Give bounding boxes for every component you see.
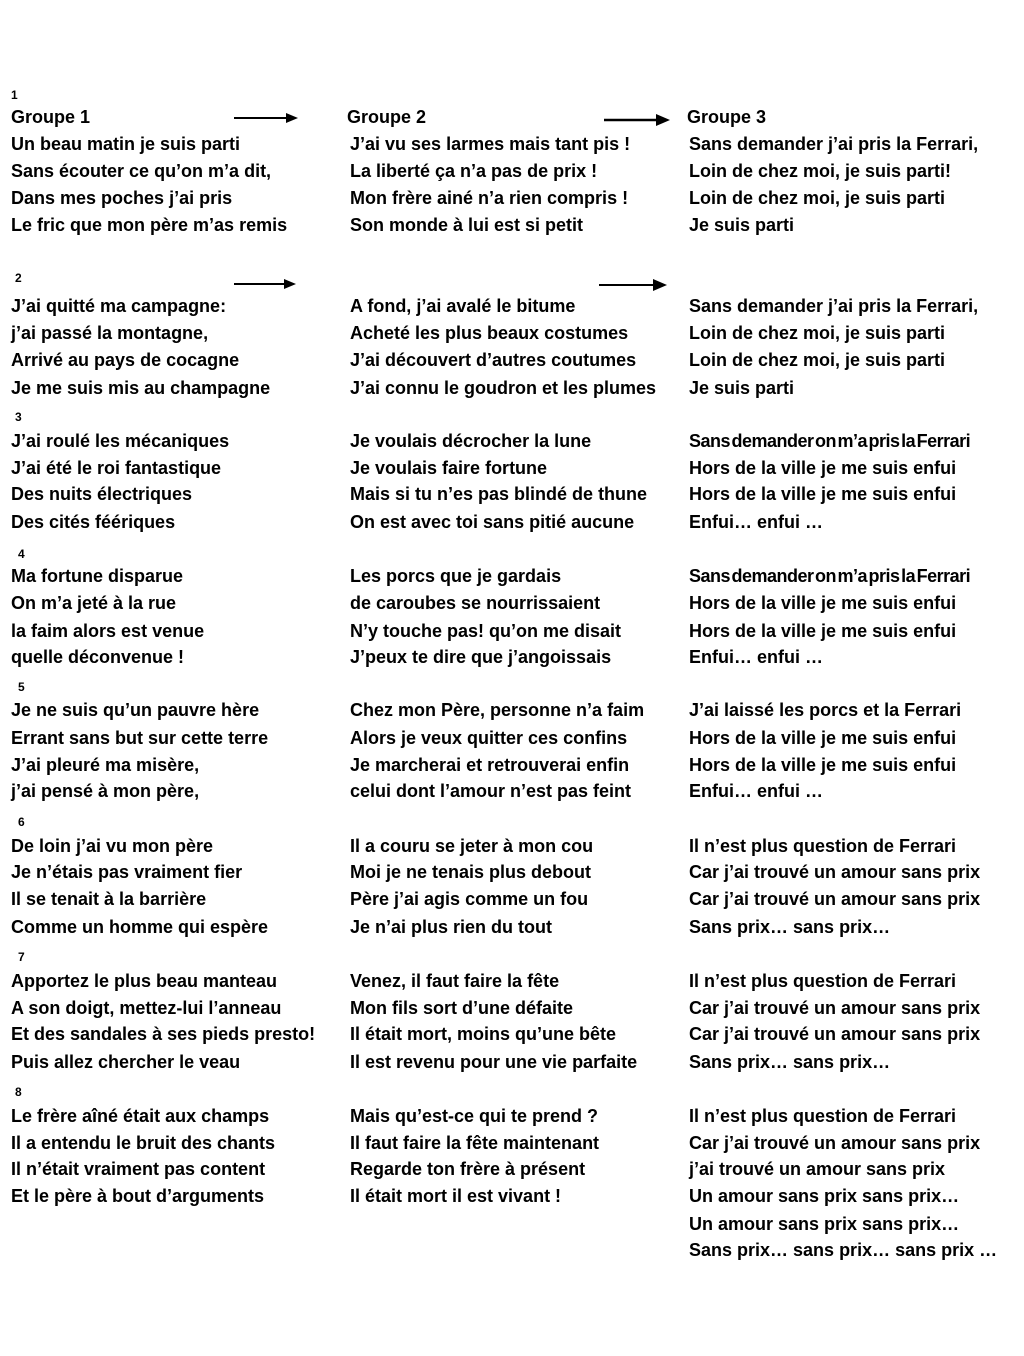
lyric-line: Et des sandales à ses pieds presto! bbox=[11, 1024, 316, 1044]
lyric-line: Loin de chez moi, je suis parti bbox=[689, 350, 946, 370]
lyric-line: A son doigt, mettez-lui l’anneau bbox=[11, 998, 282, 1018]
lyric-line: Mon frère ainé n’a rien compris ! bbox=[350, 188, 629, 208]
lyric-line: Acheté les plus beaux costumes bbox=[350, 323, 629, 343]
lyric-line: Sans demander j’ai pris la Ferrari, bbox=[689, 296, 979, 316]
lyric-line: Je n’étais pas vraiment fier bbox=[11, 862, 243, 882]
lyric-line: Il a entendu le bruit des chants bbox=[11, 1133, 276, 1153]
lyric-line: Apportez le plus beau manteau bbox=[11, 971, 278, 991]
lyric-line: Je marcherai et retrouverai enfin bbox=[350, 755, 630, 775]
lyric-line: Un beau matin je suis parti bbox=[11, 134, 241, 154]
stanza-number: 5 bbox=[18, 680, 25, 694]
lyric-line: Venez, il faut faire la fête bbox=[350, 971, 560, 991]
lyric-line: de caroubes se nourrissaient bbox=[350, 593, 601, 613]
lyric-line: Hors de la ville je me suis enfui bbox=[689, 621, 957, 641]
lyric-line: Des cités féériques bbox=[11, 512, 176, 532]
arrow-right-icon bbox=[599, 277, 667, 293]
arrow-right-icon bbox=[604, 111, 670, 129]
lyric-line: Hors de la ville je me suis enfui bbox=[689, 728, 957, 748]
lyric-line: J’ai pleuré ma misère, bbox=[11, 755, 200, 775]
arrow-right-icon bbox=[234, 110, 298, 126]
lyric-line: Il n’était vraiment pas content bbox=[11, 1159, 266, 1179]
lyric-line: Des nuits électriques bbox=[11, 484, 193, 504]
lyric-line: Un amour sans prix sans prix… bbox=[689, 1214, 960, 1234]
lyric-line: Mais qu’est-ce qui te prend ? bbox=[350, 1106, 599, 1126]
lyric-line: Hors de la ville je me suis enfui bbox=[689, 755, 957, 775]
lyric-line: Je suis parti bbox=[689, 215, 795, 235]
lyric-line: Arrivé au pays de cocagne bbox=[11, 350, 240, 370]
lyric-line: Sans prix… sans prix… bbox=[689, 917, 891, 937]
lyric-line: Alors je veux quitter ces confins bbox=[350, 728, 628, 748]
lyric-line: Mais si tu n’es pas blindé de thune bbox=[350, 484, 648, 504]
lyric-line: J’ai roulé les mécaniques bbox=[11, 431, 230, 451]
lyric-line: Il n’est plus question de Ferrari bbox=[689, 971, 957, 991]
lyric-line: Errant sans but sur cette terre bbox=[11, 728, 269, 748]
stanza-number: 6 bbox=[18, 815, 25, 829]
lyric-line: Loin de chez moi, je suis parti! bbox=[689, 161, 952, 181]
lyric-line: Puis allez chercher le veau bbox=[11, 1052, 241, 1072]
lyric-line: On est avec toi sans pitié aucune bbox=[350, 512, 635, 532]
stanza-number: 7 bbox=[18, 950, 25, 964]
stanza-number: 1 bbox=[11, 88, 18, 102]
lyric-line: Car j’ai trouvé un amour sans prix bbox=[689, 1024, 981, 1044]
lyric-line: J’ai vu ses larmes mais tant pis ! bbox=[350, 134, 631, 154]
lyric-line: A fond, j’ai avalé le bitume bbox=[350, 296, 576, 316]
lyric-line: Dans mes poches j’ai pris bbox=[11, 188, 233, 208]
lyric-line: j’ai passé la montagne, bbox=[11, 323, 209, 343]
lyric-line: Il est revenu pour une vie parfaite bbox=[350, 1052, 638, 1072]
lyric-line: Car j’ai trouvé un amour sans prix bbox=[689, 862, 981, 882]
lyric-line: Je voulais faire fortune bbox=[350, 458, 548, 478]
lyric-line: Car j’ai trouvé un amour sans prix bbox=[689, 889, 981, 909]
lyric-line: Je me suis mis au champagne bbox=[11, 378, 271, 398]
lyric-line: J’ai laissé les porcs et la Ferrari bbox=[689, 700, 962, 720]
lyric-line: Enfui… enfui … bbox=[689, 647, 823, 667]
lyric-line: j’ai trouvé un amour sans prix bbox=[689, 1159, 946, 1179]
lyric-line: Il n’est plus question de Ferrari bbox=[689, 1106, 957, 1126]
lyric-line: Hors de la ville je me suis enfui bbox=[689, 458, 957, 478]
lyric-line: Je voulais décrocher la lune bbox=[350, 431, 592, 451]
lyric-line: J’peux te dire que j’angoissais bbox=[350, 647, 612, 667]
lyric-line: Je suis parti bbox=[689, 378, 795, 398]
lyric-line: Sans demander on m’a pris la Ferrari bbox=[689, 431, 971, 451]
lyric-line: Un amour sans prix sans prix… bbox=[689, 1186, 960, 1206]
lyric-line: Sans prix… sans prix… bbox=[689, 1052, 891, 1072]
lyric-line: Enfui… enfui … bbox=[689, 781, 823, 801]
lyric-line: Loin de chez moi, je suis parti bbox=[689, 188, 946, 208]
stanza-number: 8 bbox=[15, 1085, 22, 1099]
lyric-line: J’ai connu le goudron et les plumes bbox=[350, 378, 657, 398]
lyric-line: Je n’ai plus rien du tout bbox=[350, 917, 553, 937]
lyric-line: Il était mort, moins qu’une bête bbox=[350, 1024, 617, 1044]
lyric-line: Mon fils sort d’une défaite bbox=[350, 998, 574, 1018]
lyric-line: celui dont l’amour n’est pas feint bbox=[350, 781, 632, 801]
lyric-line: On m’a jeté à la rue bbox=[11, 593, 177, 613]
lyric-line: Le frère aîné était aux champs bbox=[11, 1106, 270, 1126]
lyric-line: Enfui… enfui … bbox=[689, 512, 823, 532]
stanza-number: 2 bbox=[15, 271, 22, 285]
group-3-header: Groupe 3 bbox=[687, 107, 767, 127]
lyric-line: Je ne suis qu’un pauvre hère bbox=[11, 700, 260, 720]
lyric-line: Chez mon Père, personne n’a faim bbox=[350, 700, 645, 720]
lyric-line: Ma fortune disparue bbox=[11, 566, 184, 586]
group-2-header: Groupe 2 bbox=[347, 107, 427, 127]
lyric-line: Moi je ne tenais plus debout bbox=[350, 862, 592, 882]
lyric-line: Regarde ton frère à présent bbox=[350, 1159, 586, 1179]
lyric-line: Les porcs que je gardais bbox=[350, 566, 562, 586]
stanza-number: 3 bbox=[15, 410, 22, 424]
lyric-line: N’y touche pas! qu’on me disait bbox=[350, 621, 622, 641]
lyric-line: Il faut faire la fête maintenant bbox=[350, 1133, 600, 1153]
lyric-line: La liberté ça n’a pas de prix ! bbox=[350, 161, 598, 181]
lyric-line: Sans demander on m’a pris la Ferrari bbox=[689, 566, 971, 586]
stanza-number: 4 bbox=[18, 547, 25, 561]
lyric-line: quelle déconvenue ! bbox=[11, 647, 185, 667]
lyric-line: Le fric que mon père m’as remis bbox=[11, 215, 288, 235]
lyric-line: J’ai quitté ma campagne: bbox=[11, 296, 227, 316]
lyric-line: Père j’ai agis comme un fou bbox=[350, 889, 589, 909]
lyric-line: Hors de la ville je me suis enfui bbox=[689, 593, 957, 613]
lyric-line: J’ai découvert d’autres coutumes bbox=[350, 350, 637, 370]
lyric-line: j’ai pensé à mon père, bbox=[11, 781, 200, 801]
lyric-line: Car j’ai trouvé un amour sans prix bbox=[689, 998, 981, 1018]
lyric-line: J’ai été le roi fantastique bbox=[11, 458, 222, 478]
lyric-line: Sans prix… sans prix… sans prix … bbox=[689, 1240, 998, 1260]
lyric-line: Son monde à lui est si petit bbox=[350, 215, 584, 235]
lyric-line: De loin j’ai vu mon père bbox=[11, 836, 214, 856]
lyric-line: Il n’est plus question de Ferrari bbox=[689, 836, 957, 856]
lyric-line: Et le père à bout d’arguments bbox=[11, 1186, 265, 1206]
lyric-line: Car j’ai trouvé un amour sans prix bbox=[689, 1133, 981, 1153]
lyric-line: Comme un homme qui espère bbox=[11, 917, 269, 937]
group-1-header: Groupe 1 bbox=[11, 107, 91, 127]
lyric-line: Il était mort il est vivant ! bbox=[350, 1186, 562, 1206]
lyric-line: la faim alors est venue bbox=[11, 621, 205, 641]
lyric-line: Il se tenait à la barrière bbox=[11, 889, 207, 909]
lyric-line: Il a couru se jeter à mon cou bbox=[350, 836, 594, 856]
lyric-line: Hors de la ville je me suis enfui bbox=[689, 484, 957, 504]
arrow-right-icon bbox=[234, 277, 296, 291]
lyric-line: Sans demander j’ai pris la Ferrari, bbox=[689, 134, 979, 154]
lyric-line: Loin de chez moi, je suis parti bbox=[689, 323, 946, 343]
lyric-line: Sans écouter ce qu’on m’a dit, bbox=[11, 161, 272, 181]
